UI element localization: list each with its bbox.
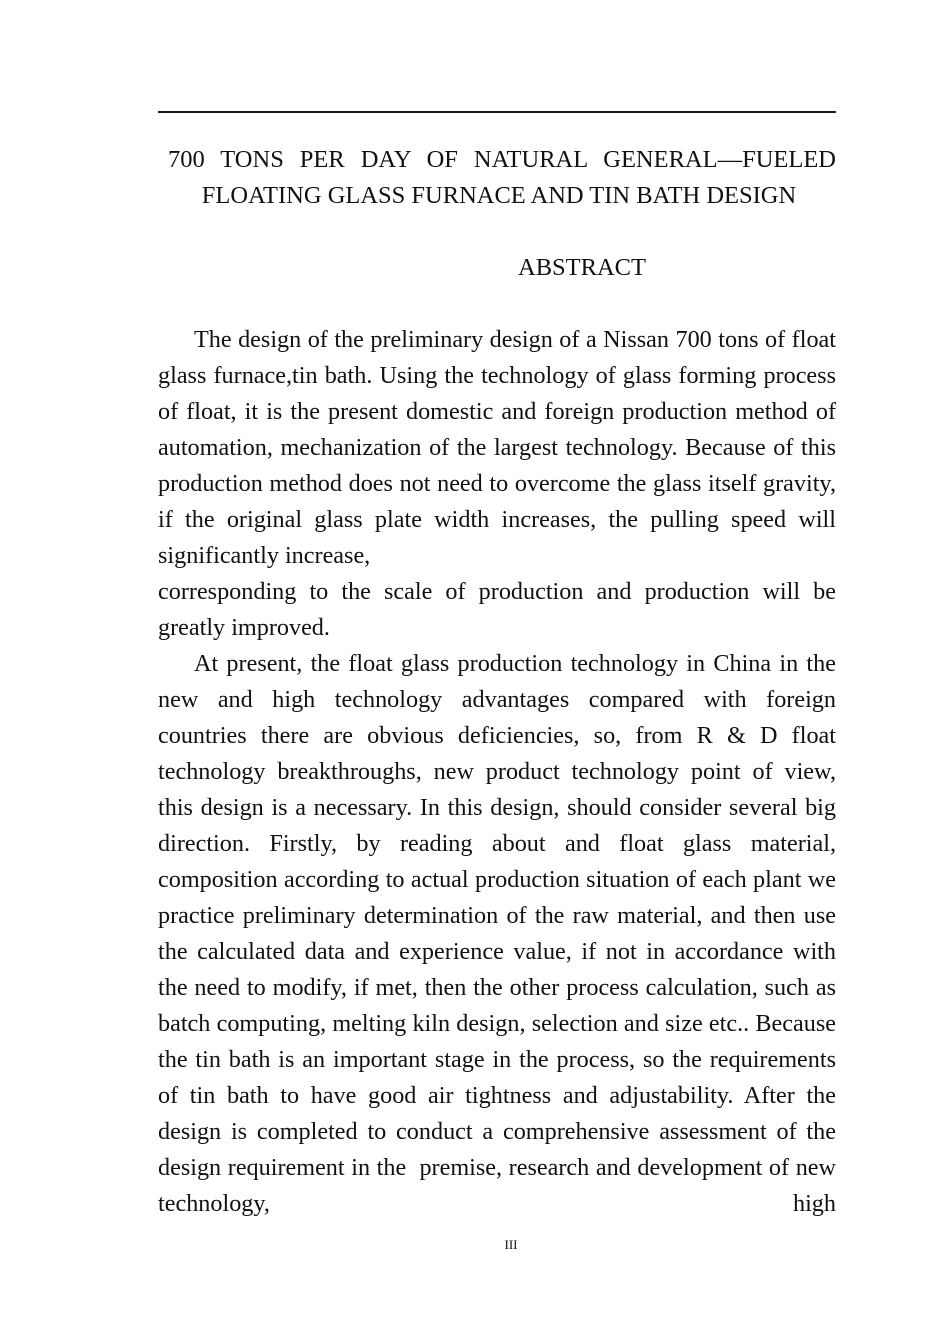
title-line-1: 700 TONS PER DAY OF NATURAL GENERAL—FUELED bbox=[168, 146, 836, 173]
title-line-2: FLOATING GLASS FURNACE AND TIN BATH DESIGN bbox=[201, 182, 797, 209]
paragraph-1: The design of the preliminary design of a Nissan 700 tons of float glass furnace,tin bath. Using the technology of glass forming process of float, it is the present domestic and foreign production method of automation, mechanization of the largest technology. Because of this production method does not need to overcome the glass itself gravity, if the original glass plate width increases, the pulling speed will significantly increase, bbox=[158, 326, 836, 569]
paragraph-2: corresponding to the scale of production and production will be greatly improved. bbox=[158, 578, 836, 641]
abstract-heading: ABSTRACT bbox=[518, 254, 646, 281]
page-number: III bbox=[504, 1237, 518, 1252]
document-title bbox=[158, 142, 836, 214]
paragraph-3: At present, the float glass production technology in China in the new and high technology advantages compared with foreign countries there are obvious deficiencies, so, from R & D float technology breakthroughs, new product technology point of view, this design is a necessary. In this design, should consider several big direction. Firstly, by reading about and float glass material, composition according to actual production situation of each plant we practice preliminary determination of the raw material, and then use the calculated data and experience value, if not in accordance with the need to modify, if met, then the other process calculation, such as batch computing, melting kiln design, selection and size etc.. Because the tin bath is an important stage in the process, so the requirements of tin bath to have good air tightness and adjustability. After the design is completed to conduct a comprehensive assessment of the design requirement in the premise, research and development of new technology, high bbox=[158, 650, 836, 1217]
header-rule bbox=[158, 111, 836, 113]
abstract-body bbox=[158, 322, 836, 1222]
